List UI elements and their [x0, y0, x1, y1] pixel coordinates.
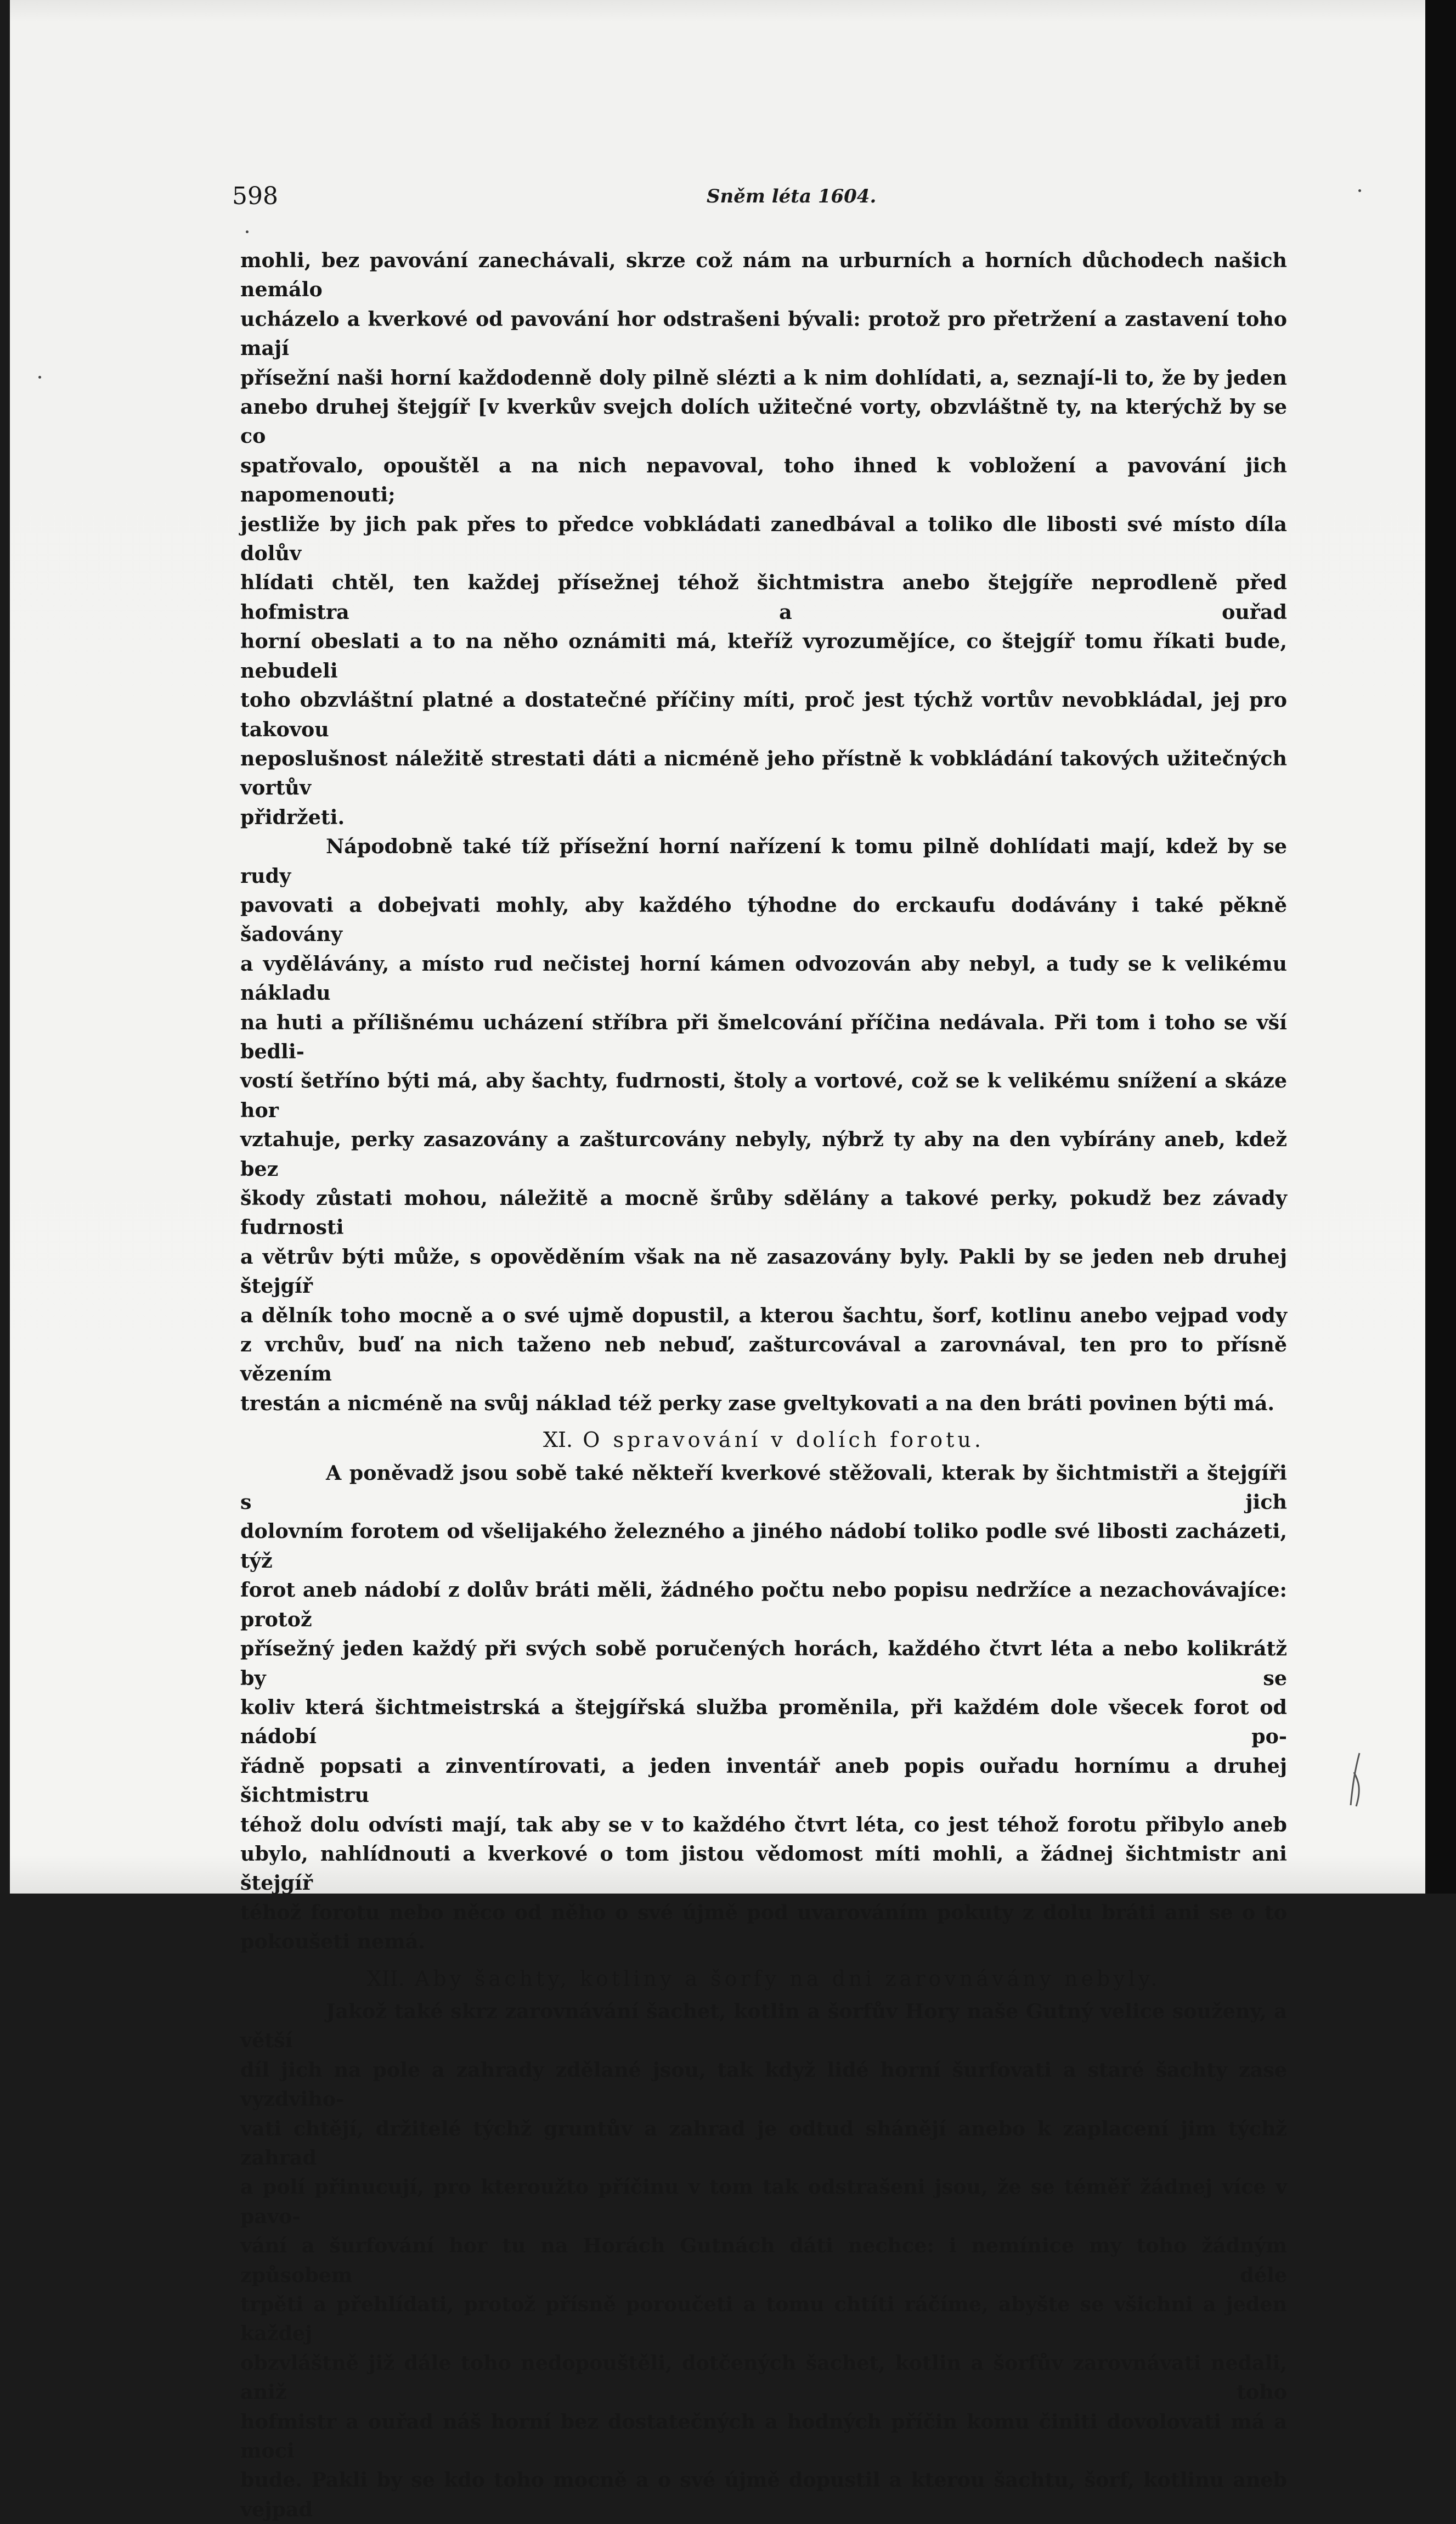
section-title: O spravování v dolích forotu.: [583, 1428, 984, 1452]
section-title: Aby šachty, kotliny a šorfy na dni zarovnávány nebyly.: [414, 1966, 1161, 1991]
text-line: anebo druhej štejgíř [v kverkův svejch dolích užitečné vorty, obzvláštně ty, na kterýchž by se co: [240, 395, 1287, 448]
paragraph-forot: [240, 1458, 1287, 1957]
text-line: obzvláštně již dále toho nedopouštěli, dotčených šachet, kotlin a šorfův zarovnávati nedali, aniž toho: [240, 2351, 1287, 2404]
text-line: trpěti a přehlídati, protož přísně poroučeti a tomu chtíti ráčíme, abyšte se všichni a jeden každej: [240, 2292, 1287, 2346]
running-head: Sněm léta 1604.: [707, 185, 877, 207]
text-line: spatřovalo, opouštěl a na nich nepavoval, toho ihned k vobložení a pavování jich napomenouti;: [240, 453, 1287, 507]
text-line: díl jich na pole a zahrady zdělané jsou, tak když lidé horní šurfovati a staré šachty zase vyzdviho-: [240, 2058, 1287, 2111]
text-line: jestliže by jich pak přes to předce vobkládati zanedbával a toliko dle libosti své místo díla dolův: [240, 512, 1287, 566]
text-line: toho obzvláštní platné a dostatečné příčiny míti, proč jest týchž vortův nevobkládal, jej pro takovou: [240, 688, 1287, 741]
text-line: ucházelo a kverkové od pavování hor odstrašeni bývali: protož pro přetržení a zastavení toho mají: [240, 307, 1287, 360]
text-line: dolovním forotem od všelijakého železného a jiného nádobí toliko podle své libosti zacházeti, týž: [240, 1519, 1287, 1573]
paragraph-continuation: [240, 246, 1287, 832]
body-text: [240, 246, 1287, 2524]
pencil-mark: [1343, 1750, 1370, 1811]
scan-border: [1425, 0, 1456, 1894]
text-line: vztahuje, perky zasazovány a zašturcovány nebyly, nýbrž ty aby na den vybírány aneb, kdež bez: [240, 1128, 1287, 1181]
text-line: a větrův býti může, s opověděním však na ně zasazovány byly. Pakli by se jeden neb druhej štejgíř: [240, 1244, 1287, 1298]
text-line: z vrchův, buď na nich taženo neb nebuď, zašturcovával a zarovnával, ten pro to přísně vězením: [240, 1333, 1287, 1386]
text-line: mohli, bez pavování zanechávali, skrze což nám na urburních a horních důchodech našich nemálo: [240, 249, 1287, 302]
section-heading-xii: [240, 1964, 1287, 1993]
paragraph-rudy: [240, 832, 1287, 1418]
text-line: Nápodobně také tíž přísežní horní nařízení k tomu pilně dohlídati mají, kdež by se rudy: [240, 835, 1287, 888]
text-line: vati chtějí, držitelé týchž gruntův a zahrad je odtud shánějí anebo k zaplacení jim týchž zahrad: [240, 2116, 1287, 2170]
section-heading-xi: [240, 1426, 1287, 1455]
text-line: vání a šurfování hor tu na Horách Gutnách dáti nechce: i nemínice my toho žádným způsobem déle: [240, 2234, 1287, 2287]
page-number: 598: [232, 182, 278, 210]
page-header: [232, 182, 1291, 226]
paragraph-sachty: [240, 1997, 1287, 2524]
text-line: a vydělávány, a místo rud nečistej horní kámen odvozován aby nebyl, a tudy se k velikému nákladu: [240, 951, 1287, 1005]
text-line: přísežný jeden každý při svých sobě poručených horách, každého čtvrt léta a nebo kolikrátž by se: [240, 1637, 1287, 1690]
text-line: A poněvadž jsou sobě také někteří kverkové stěžovali, kterak by šichtmistři a štejgíři s jich: [240, 1461, 1287, 1514]
text-line: a dělník toho mocně a o své ujmě dopustil, a kterou šachtu, šorf, kotlinu anebo vejpad vody: [240, 1303, 1287, 1327]
text-line: hofmistr a ouřad náš horní bez dostatečných a hodných příčin komu činiti dovolovati má a moci: [240, 2409, 1287, 2463]
text-line: téhož forotu nebo něco od něho o své újmě pod uvarováním pokuty z dolu bráti ani se o to: [240, 1900, 1287, 1924]
text-line: téhož dolu odvísti mají, tak aby se v to každého čtvrt léta, co jest téhož forotu přibylo aneb: [240, 1812, 1287, 1836]
text-line: pavovati a dobejvati mohly, aby každého týhodne do erckaufu dodávány i také pěkně šadovány: [240, 893, 1287, 946]
text-line: forot aneb nádobí z dolův bráti měli, žádného počtu nebo popisu nedržíce a nezachovávajíce: protož: [240, 1578, 1287, 1631]
text-line: vostí šetříno býti má, aby šachty, fudrnosti, štoly a vortové, což se k velikému snížení a skáze hor: [240, 1069, 1287, 1122]
text-line: ubylo, nahlídnouti a kverkové o tom jistou vědomost míti mohli, a žádnej šichtmistr ani štejgíř: [240, 1841, 1287, 1895]
text-line: a polí přinucují, pro kteroužto příčinu v tom tak odstrašeni jsou, že se téměř žádnej více v pavo-: [240, 2175, 1287, 2228]
section-number: XI.: [543, 1428, 573, 1452]
text-line: škody zůstati mohou, náležitě a mocně šrůby sdělány a takové perky, pokudž bez závady fudrnosti: [240, 1186, 1287, 1240]
text-line: řádně popsati a zinventírovati, a jeden inventář aneb popis ouřadu hornímu a druhej šichtmistru: [240, 1754, 1287, 1807]
text-line: bude. Pakli by se kdo toho mocně a o své újmě dopustil a kterou šachtu, šorf, kotlinu aneb vejpad: [240, 2468, 1287, 2521]
book-page: [10, 0, 1425, 2521]
scan-speck: [1358, 189, 1361, 192]
scan-speck: [246, 230, 249, 233]
text-line: hlídati chtěl, ten každej přísežnej téhož šichtmistra anebo štejgíře neprodleně před hofmistra a ouřad: [240, 571, 1287, 624]
text-line: neposlušnost náležitě strestati dáti a nicméně jeho přístně k vobkládání takových užitečných vortův: [240, 746, 1287, 800]
text-line: přísežní naši horní každodenně doly pilně slézti a k nim dohlídati, a, seznají-li to, že by jeden: [240, 365, 1287, 390]
text-line: trestán a nicméně na svůj náklad též perky zase gveltykovati a na den bráti povinen býti má.: [240, 1391, 1275, 1415]
section-number: XII.: [366, 1966, 405, 1991]
text-line: pokoušeti nemá.: [240, 1930, 425, 1954]
text-line: Jakož také skrz zarovnávání šachet, kotlin a šorfův Hory naše Gutný velice souženy, a větší: [240, 1999, 1287, 2053]
text-line: na huti a přílišnému ucházení stříbra při šmelcování příčina nedávala. Při tom i toho se vší bedli-: [240, 1010, 1287, 1063]
text-line: koliv která šichtmeistrská a štejgířská služba proměnila, při každém dole všecek forot od nádobí po-: [240, 1695, 1287, 1749]
text-line: horní obeslati a to na něho oznámiti má, kteříž vyrozumějíce, co štejgíř tomu říkati bude, nebudeli: [240, 629, 1287, 683]
text-line: přidržeti.: [240, 805, 345, 829]
scan-speck: [38, 376, 41, 379]
